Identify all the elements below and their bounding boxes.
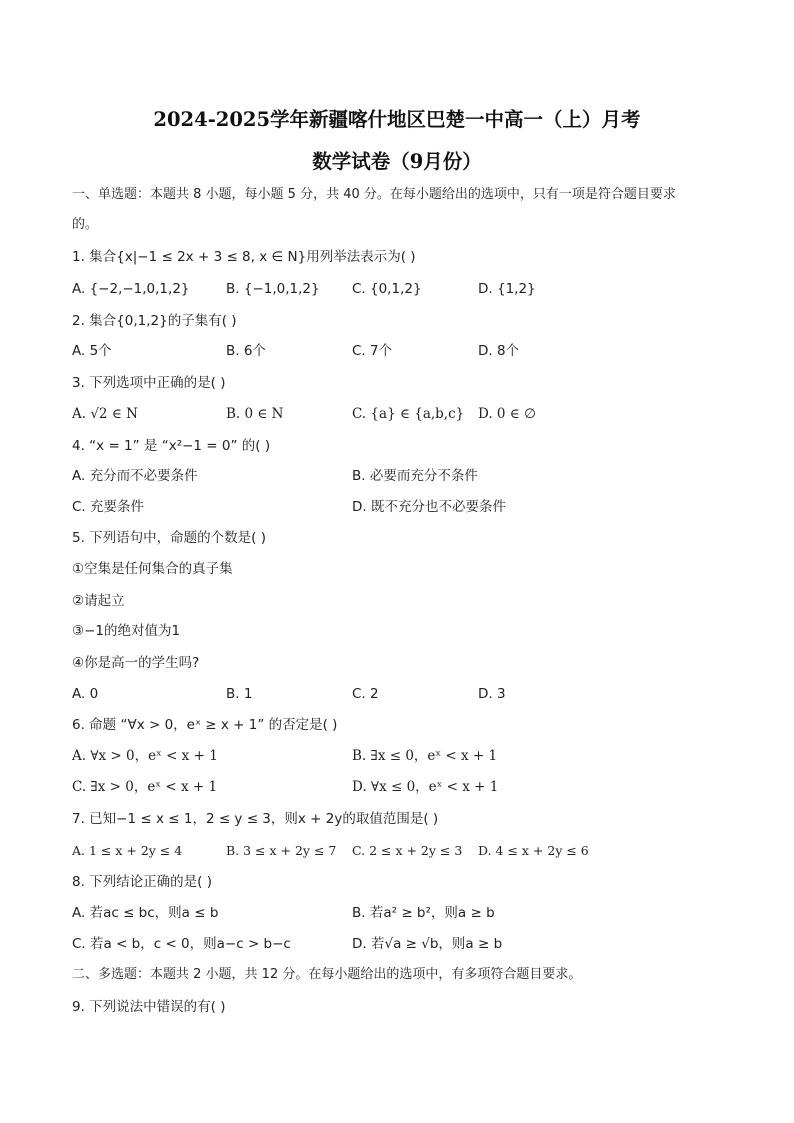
question-2-stem: 2. 集合{0,1,2}的子集有( ) — [72, 313, 237, 329]
question-6-stem: 6. 命题 “∀x > 0，eˣ ≥ x + 1” 的否定是( ) — [72, 717, 338, 733]
q3-option-d: D. 0 ∈ ∅ — [478, 406, 536, 422]
exam-title: 2024-2025学年新疆喀什地区巴楚一中高一（上）月考 — [153, 108, 641, 131]
q2-option-c: C. 7个 — [352, 343, 393, 359]
q7-option-a: A. 1 ≤ x + 2y ≤ 4 — [72, 843, 183, 858]
q1-option-a: A. {−2,−1,0,1,2} — [72, 281, 190, 297]
q4-option-b: B. 必要而充分不条件 — [352, 468, 478, 484]
q4-option-a: A. 充分而不必要条件 — [72, 468, 198, 484]
section1-heading-cont: 的。 — [72, 217, 99, 232]
q5-statement-4: ④你是高一的学生吗? — [72, 655, 200, 671]
q6-option-a: A. ∀x > 0，eˣ < x + 1 — [72, 748, 218, 764]
question-3-stem: 3. 下列选项中正确的是( ) — [72, 375, 226, 391]
q2-option-d: D. 8个 — [478, 343, 520, 359]
q6-option-b: B. ∃x ≤ 0，eˣ < x + 1 — [352, 748, 498, 764]
q5-option-b: B. 1 — [226, 686, 253, 702]
q6-option-c: C. ∃x > 0，eˣ < x + 1 — [72, 779, 218, 795]
q8-option-b: B. 若a² ≥ b²，则a ≥ b — [352, 905, 495, 921]
q5-statement-1: ①空集是任何集合的真子集 — [72, 561, 233, 577]
q8-option-c: C. 若a < b，c < 0，则a−c > b−c — [72, 936, 291, 952]
section2-heading: 二、多选题：本题共 2 小题，共 12 分。在每小题给出的选项中，有多项符合题目要求。 — [72, 967, 582, 982]
section1-heading: 一、单选题：本题共 8 小题，每小题 5 分，共 40 分。在每小题给出的选项中，只有一项是符合题目要求 — [72, 187, 676, 202]
q3-option-a: A. √2 ∈ N — [72, 406, 138, 422]
q7-option-b: B. 3 ≤ x + 2y ≤ 7 — [226, 843, 337, 858]
q5-statement-2: ②请起立 — [72, 593, 125, 609]
question-1-stem: 1. 集合{x|−1 ≤ 2x + 3 ≤ 8, x ∈ N}用列举法表示为( ) — [72, 249, 416, 265]
q8-option-d: D. 若√a ≥ √b，则a ≥ b — [352, 936, 503, 952]
q7-option-c: C. 2 ≤ x + 2y ≤ 3 — [352, 843, 463, 858]
q3-option-c: C. {a} ∈ {a,b,c} — [352, 406, 465, 422]
question-9-stem: 9. 下列说法中错误的有( ) — [72, 999, 226, 1015]
q4-option-d: D. 既不充分也不必要条件 — [352, 499, 506, 515]
q5-option-c: C. 2 — [352, 686, 379, 702]
question-8-stem: 8. 下列结论正确的是( ) — [72, 874, 212, 890]
q7-option-d: D. 4 ≤ x + 2y ≤ 6 — [478, 843, 589, 858]
question-5-stem: 5. 下列语句中，命题的个数是( ) — [72, 530, 266, 546]
question-4-stem: 4. “x = 1” 是 “x²−1 = 0” 的( ) — [72, 438, 271, 454]
q3-option-b: B. 0 ∈ N — [226, 406, 284, 422]
q1-option-d: D. {1,2} — [478, 281, 536, 297]
q5-option-d: D. 3 — [478, 686, 506, 702]
q6-option-d: D. ∀x ≤ 0，eˣ < x + 1 — [352, 779, 499, 795]
question-7-stem: 7. 已知−1 ≤ x ≤ 1，2 ≤ y ≤ 3，则x + 2y的取值范围是( ) — [72, 811, 439, 827]
q5-option-a: A. 0 — [72, 686, 99, 702]
q4-option-c: C. 充要条件 — [72, 499, 145, 515]
q2-option-b: B. 6个 — [226, 343, 266, 359]
q1-option-b: B. {−1,0,1,2} — [226, 281, 320, 297]
q2-option-a: A. 5个 — [72, 343, 112, 359]
q8-option-a: A. 若ac ≤ bc，则a ≤ b — [72, 905, 219, 921]
q1-option-c: C. {0,1,2} — [352, 281, 422, 297]
exam-subtitle: 数学试卷（9月份） — [312, 150, 482, 173]
q5-statement-3: ③−1的绝对值为1 — [72, 623, 181, 639]
